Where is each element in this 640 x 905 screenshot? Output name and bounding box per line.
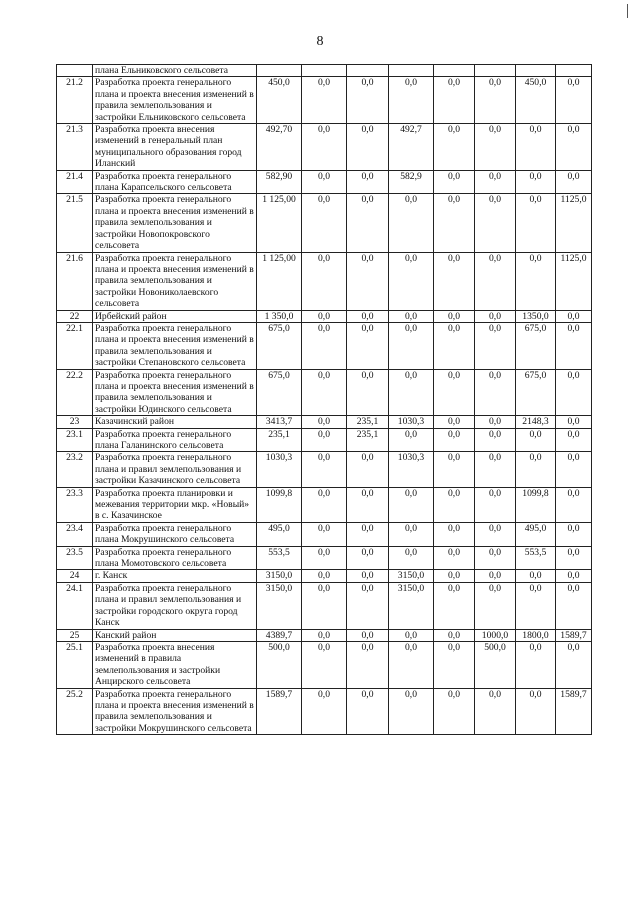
corner-mark	[627, 4, 628, 18]
row-value: 0,0	[475, 487, 516, 522]
table-row	[57, 194, 592, 252]
row-description: Ирбейский район	[93, 310, 257, 322]
row-value	[475, 65, 516, 77]
row-value: 0,0	[389, 688, 434, 735]
row-value: 0,0	[389, 322, 434, 369]
row-value: 0,0	[347, 452, 389, 487]
row-value: 0,0	[516, 570, 556, 582]
row-value: 0,0	[475, 170, 516, 194]
row-value: 0,0	[389, 546, 434, 570]
row-value: 0,0	[434, 641, 475, 688]
row-value: 0,0	[434, 546, 475, 570]
row-value: 675,0	[257, 369, 302, 416]
row-value: 0,0	[302, 310, 347, 322]
row-value: 0,0	[347, 487, 389, 522]
row-description: Казачинский район	[93, 416, 257, 428]
row-value: 0,0	[302, 252, 347, 310]
row-value: 1589,7	[556, 629, 592, 641]
row-description: Разработка проекта генерального плана и правил землепользования и застройки городского округа город Канск	[93, 582, 257, 629]
table-row	[57, 369, 592, 416]
row-value: 3150,0	[257, 582, 302, 629]
row-value: 0,0	[434, 124, 475, 171]
row-value: 4389,7	[257, 629, 302, 641]
row-value: 0,0	[302, 194, 347, 252]
row-value: 0,0	[347, 629, 389, 641]
row-value: 0,0	[516, 252, 556, 310]
row-value: 495,0	[516, 522, 556, 546]
row-number: 23	[57, 416, 93, 428]
row-value: 500,0	[475, 641, 516, 688]
row-number: 23.5	[57, 546, 93, 570]
row-value: 0,0	[302, 452, 347, 487]
row-number: 22.1	[57, 322, 93, 369]
row-value: 0,0	[556, 641, 592, 688]
row-value: 0,0	[475, 546, 516, 570]
plan-table-body	[57, 65, 592, 735]
row-value: 0,0	[302, 322, 347, 369]
row-value: 0,0	[347, 688, 389, 735]
row-description: Разработка проекта генерального плана и правил землепользования и застройки Казачинского сельсовета	[93, 452, 257, 487]
row-value: 1589,7	[257, 688, 302, 735]
row-value: 0,0	[347, 194, 389, 252]
row-value: 450,0	[257, 77, 302, 124]
row-value: 0,0	[347, 77, 389, 124]
row-value: 0,0	[475, 310, 516, 322]
row-value: 0,0	[347, 570, 389, 582]
row-value: 675,0	[257, 322, 302, 369]
row-value: 0,0	[302, 629, 347, 641]
row-value: 1030,3	[257, 452, 302, 487]
row-value: 1 125,00	[257, 252, 302, 310]
row-value	[257, 65, 302, 77]
row-value: 0,0	[556, 77, 592, 124]
row-number: 22	[57, 310, 93, 322]
row-number: 21.6	[57, 252, 93, 310]
row-value: 0,0	[347, 546, 389, 570]
row-value	[556, 65, 592, 77]
row-description: плана Ельниковского сельсовета	[93, 65, 257, 77]
row-value: 0,0	[475, 124, 516, 171]
row-value: 1589,7	[556, 688, 592, 735]
row-value: 0,0	[302, 487, 347, 522]
table-row	[57, 252, 592, 310]
row-value: 0,0	[434, 452, 475, 487]
row-number: 24	[57, 570, 93, 582]
table-row	[57, 487, 592, 522]
row-value	[302, 65, 347, 77]
table-row	[57, 322, 592, 369]
row-value: 0,0	[556, 369, 592, 416]
row-value: 0,0	[434, 170, 475, 194]
row-number: 23.2	[57, 452, 93, 487]
row-value: 0,0	[434, 428, 475, 452]
row-value: 2148,3	[516, 416, 556, 428]
row-description: Разработка проекта генерального плана и проекта внесения изменений в правила землепользования и застройки Юдинского сельсовета	[93, 369, 257, 416]
row-value: 0,0	[302, 170, 347, 194]
row-value: 0,0	[347, 641, 389, 688]
table-row	[57, 629, 592, 641]
row-value: 0,0	[556, 124, 592, 171]
row-value: 0,0	[389, 487, 434, 522]
row-value: 1 125,00	[257, 194, 302, 252]
row-value: 0,0	[347, 322, 389, 369]
row-value: 0,0	[475, 570, 516, 582]
row-description: Разработка проекта генерального плана и проекта внесения изменений в правила землепользования и застройки Ельниковского сельсовета	[93, 77, 257, 124]
row-value: 0,0	[434, 487, 475, 522]
row-value: 0,0	[516, 428, 556, 452]
row-description: Разработка проекта внесения изменений в генеральный план муниципального образования город Иланский	[93, 124, 257, 171]
row-value: 0,0	[302, 416, 347, 428]
row-value: 0,0	[556, 487, 592, 522]
row-value: 0,0	[475, 252, 516, 310]
page-number: 8	[316, 34, 324, 49]
row-value	[389, 65, 434, 77]
row-value: 0,0	[434, 416, 475, 428]
row-value: 675,0	[516, 369, 556, 416]
plan-table	[56, 64, 592, 735]
table-row	[57, 65, 592, 77]
row-value: 0,0	[302, 77, 347, 124]
row-value: 1800,0	[516, 629, 556, 641]
row-value: 0,0	[556, 170, 592, 194]
row-number: 21.3	[57, 124, 93, 171]
row-number: 25.1	[57, 641, 93, 688]
table-row	[57, 641, 592, 688]
row-value	[434, 65, 475, 77]
row-value: 0,0	[556, 582, 592, 629]
row-value: 1099,8	[257, 487, 302, 522]
table-row	[57, 428, 592, 452]
row-value: 0,0	[475, 369, 516, 416]
row-value: 235,1	[347, 428, 389, 452]
row-value: 3150,0	[257, 570, 302, 582]
row-value: 675,0	[516, 322, 556, 369]
row-value: 0,0	[434, 369, 475, 416]
row-value: 0,0	[302, 641, 347, 688]
table-row	[57, 77, 592, 124]
row-value: 0,0	[475, 452, 516, 487]
row-value: 235,1	[347, 416, 389, 428]
row-value: 0,0	[302, 546, 347, 570]
row-description: г. Канск	[93, 570, 257, 582]
row-description: Канский район	[93, 629, 257, 641]
row-description: Разработка проекта генерального плана Мокрушинского сельсовета	[93, 522, 257, 546]
row-value: 3150,0	[389, 582, 434, 629]
row-value: 0,0	[302, 688, 347, 735]
row-value: 582,9	[389, 170, 434, 194]
row-value: 0,0	[434, 252, 475, 310]
row-value: 0,0	[389, 428, 434, 452]
row-value: 450,0	[516, 77, 556, 124]
row-value: 0,0	[475, 688, 516, 735]
row-value: 0,0	[475, 416, 516, 428]
row-value: 0,0	[434, 570, 475, 582]
row-value: 0,0	[516, 194, 556, 252]
row-value: 0,0	[389, 629, 434, 641]
row-number: 21.2	[57, 77, 93, 124]
row-value: 0,0	[556, 452, 592, 487]
row-value: 0,0	[475, 428, 516, 452]
row-value: 492,7	[389, 124, 434, 171]
row-value: 0,0	[389, 194, 434, 252]
row-value: 0,0	[516, 582, 556, 629]
row-value: 0,0	[347, 582, 389, 629]
row-number: 21.5	[57, 194, 93, 252]
row-value: 0,0	[434, 322, 475, 369]
row-value: 0,0	[389, 641, 434, 688]
row-value: 0,0	[302, 428, 347, 452]
row-value: 0,0	[347, 170, 389, 194]
row-description: Разработка проекта генерального плана Карапсельского сельсовета	[93, 170, 257, 194]
row-value: 0,0	[434, 194, 475, 252]
table-row	[57, 582, 592, 629]
row-value: 0,0	[347, 310, 389, 322]
row-value: 0,0	[475, 582, 516, 629]
row-value: 553,5	[257, 546, 302, 570]
row-value: 553,5	[516, 546, 556, 570]
row-value: 0,0	[389, 522, 434, 546]
row-value: 1030,3	[389, 416, 434, 428]
row-number	[57, 65, 93, 77]
row-value: 0,0	[302, 522, 347, 546]
row-value: 0,0	[516, 124, 556, 171]
row-number: 25.2	[57, 688, 93, 735]
row-value: 0,0	[475, 194, 516, 252]
row-number: 21.4	[57, 170, 93, 194]
row-number: 22.2	[57, 369, 93, 416]
row-description: Разработка проекта генерального плана и проекта внесения изменений в правила землепользования и застройки Мокрушинского сельсовета	[93, 688, 257, 735]
row-value: 0,0	[516, 641, 556, 688]
row-value: 0,0	[389, 369, 434, 416]
row-description: Разработка проекта планировки и межевания территории мкр. «Новый» в с. Казачинское	[93, 487, 257, 522]
row-value: 0,0	[302, 582, 347, 629]
row-number: 25	[57, 629, 93, 641]
row-value: 1350,0	[516, 310, 556, 322]
row-value: 0,0	[475, 322, 516, 369]
row-value: 0,0	[475, 522, 516, 546]
row-description: Разработка проекта генерального плана и проекта внесения изменений в правила землепользования и застройки Новопокровского сельсовета	[93, 194, 257, 252]
row-value: 0,0	[516, 170, 556, 194]
row-value: 1099,8	[516, 487, 556, 522]
row-description: Разработка проекта генерального плана и проекта внесения изменений в правила землепользования и застройки Новониколаевского сельсовета	[93, 252, 257, 310]
row-number: 24.1	[57, 582, 93, 629]
row-value: 0,0	[516, 688, 556, 735]
row-value: 0,0	[347, 124, 389, 171]
table-row	[57, 170, 592, 194]
row-value: 0,0	[389, 77, 434, 124]
row-value: 0,0	[302, 369, 347, 416]
row-value: 1125,0	[556, 252, 592, 310]
row-value: 495,0	[257, 522, 302, 546]
row-value: 0,0	[434, 310, 475, 322]
row-value: 0,0	[556, 310, 592, 322]
row-value: 235,1	[257, 428, 302, 452]
row-value: 1125,0	[556, 194, 592, 252]
row-value: 0,0	[556, 570, 592, 582]
row-value: 0,0	[434, 522, 475, 546]
row-description: Разработка проекта генерального плана Галанинского сельсовета	[93, 428, 257, 452]
row-value: 0,0	[556, 546, 592, 570]
row-value: 1000,0	[475, 629, 516, 641]
row-value: 0,0	[347, 252, 389, 310]
row-value: 0,0	[516, 452, 556, 487]
table-row	[57, 688, 592, 735]
row-number: 23.1	[57, 428, 93, 452]
table-row	[57, 310, 592, 322]
row-value: 500,0	[257, 641, 302, 688]
row-value	[516, 65, 556, 77]
row-value: 0,0	[556, 522, 592, 546]
table-row	[57, 546, 592, 570]
row-value: 0,0	[556, 416, 592, 428]
row-value	[347, 65, 389, 77]
table-row	[57, 416, 592, 428]
row-value: 1 350,0	[257, 310, 302, 322]
row-value: 0,0	[302, 570, 347, 582]
row-description: Разработка проекта генерального плана Момотовского сельсовета	[93, 546, 257, 570]
row-value: 0,0	[475, 77, 516, 124]
row-value: 492,70	[257, 124, 302, 171]
row-number: 23.4	[57, 522, 93, 546]
row-value: 0,0	[389, 252, 434, 310]
row-value: 0,0	[556, 428, 592, 452]
row-value: 0,0	[347, 369, 389, 416]
row-value: 3150,0	[389, 570, 434, 582]
row-description: Разработка проекта внесения изменений в правила землепользования и застройки Анцирского сельсовета	[93, 641, 257, 688]
row-value: 0,0	[434, 77, 475, 124]
table-row	[57, 452, 592, 487]
row-value: 582,90	[257, 170, 302, 194]
row-value: 0,0	[302, 124, 347, 171]
row-description: Разработка проекта генерального плана и проекта внесения изменений в правила землепользования и застройки Степановского сельсовета	[93, 322, 257, 369]
row-value: 0,0	[434, 629, 475, 641]
row-value: 1030,3	[389, 452, 434, 487]
row-value: 0,0	[389, 310, 434, 322]
row-value: 0,0	[347, 522, 389, 546]
row-number: 23.3	[57, 487, 93, 522]
table-row	[57, 124, 592, 171]
row-value: 0,0	[434, 688, 475, 735]
table-row	[57, 570, 592, 582]
row-value: 0,0	[556, 322, 592, 369]
row-value: 0,0	[434, 582, 475, 629]
row-value: 3413,7	[257, 416, 302, 428]
table-row	[57, 522, 592, 546]
